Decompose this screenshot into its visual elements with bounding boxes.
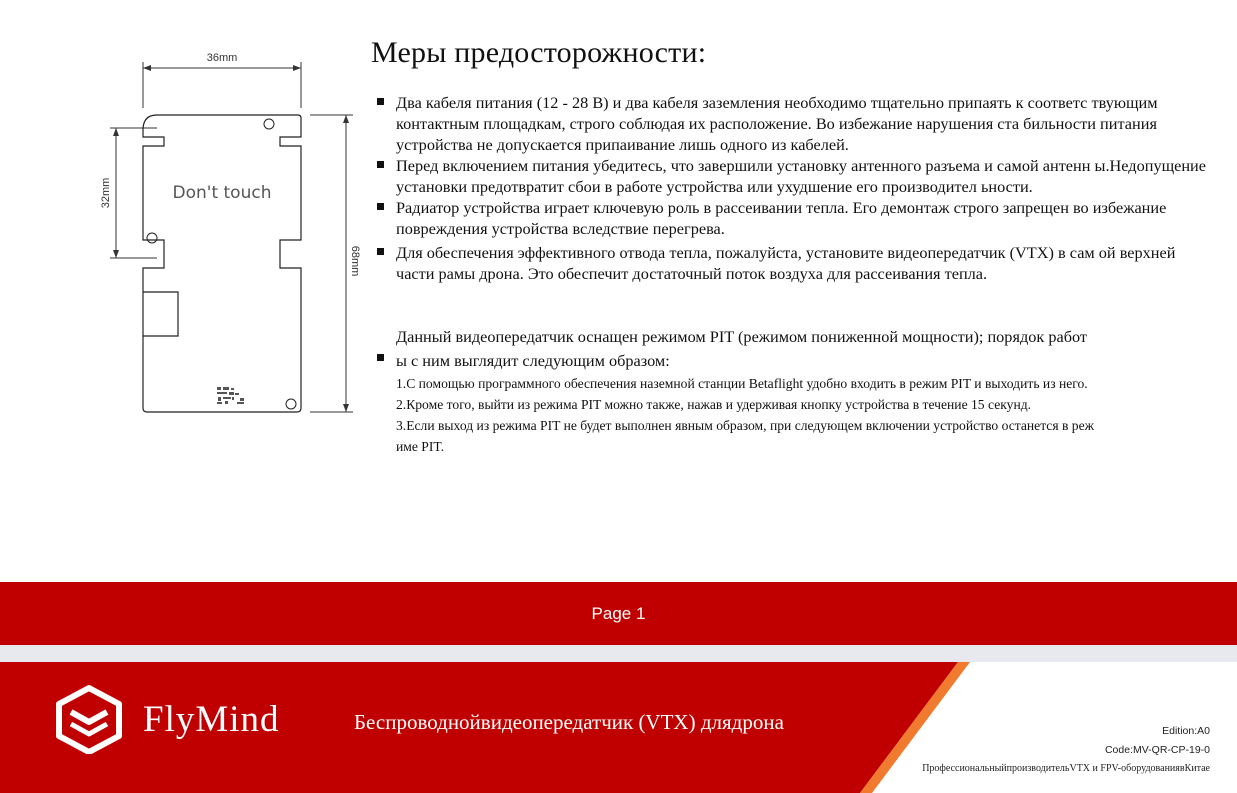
list-item-text: Радиатор устройства играет ключевую роль в рассеивании тепла. Его демонтаж строго запрещен во избежание повреждения устройства вследствие перегрева.: [396, 198, 1167, 238]
list-item: [376, 92, 1206, 155]
list-item-text: Два кабеля питания (12 - 28 В) и два кабеля заземления необходимо тщательно припаять к соответс твующим контактным площадкам, строго соблюдая их расположение. Во избежание нарушения ста бильности питания устройства не допускается припаивание лишь одного из кабелей.: [396, 93, 1158, 154]
mounting-hole: [264, 119, 274, 129]
width-dimension-label: 36mm: [206, 52, 238, 64]
list-item-text: Для обеспечения эффективного отвода тепла, пожалуйста, установите видеопередатчик (VTX) в сам ой верхней части рамы дрона. Это обеспечит достаточный поток воздуха для рассеивания тепла.: [396, 243, 1176, 283]
list-item: [376, 197, 1206, 239]
step-item: име PIT.: [396, 439, 445, 454]
page-number-band: [0, 582, 1237, 645]
edition-label: Edition:A0: [1162, 725, 1210, 737]
bullet-square-icon: [377, 248, 384, 255]
flymind-logo-icon: [55, 684, 123, 754]
document-code: Code:MV-QR-CP-19-0: [1104, 744, 1210, 756]
list-item-pit-mode: [376, 325, 1206, 373]
product-title: Беспроводнойвидеопередатчик (VTX) длядрона: [354, 710, 784, 734]
dont-touch-label: Don't touch: [172, 183, 272, 203]
list-item: [376, 155, 1206, 197]
bullet-square-icon: [377, 203, 384, 210]
board-outline: [143, 115, 301, 412]
mounting-hole: [286, 399, 296, 409]
list-item-text: Данный видеопередатчик оснащен режимом PIT (режимом пониженной мощности); порядок работ: [396, 327, 1088, 346]
pit-mode-steps: [396, 373, 1211, 457]
bullet-square-icon: [377, 161, 384, 168]
brand-name: FlyMind: [143, 699, 280, 740]
precautions-list: [376, 92, 1206, 284]
list-item-text: ы с ним выглядит следующим образом:: [396, 351, 670, 370]
serial-marking: [217, 387, 244, 404]
list-item-text: Перед включением питания убедитесь, что завершили установку антенного разъема и самой антенн ы.Недопущение установки предотвратит сбои в работе устройства или ухудшение его производител ьности.: [396, 156, 1206, 196]
bullet-square-icon: [377, 98, 384, 105]
board-dimension-diagram: [95, 40, 365, 430]
page-number: Page 1: [591, 604, 646, 623]
precautions-title: Меры предосторожности:: [371, 36, 707, 69]
inner-dimension-label: 32mm: [100, 177, 112, 209]
mounting-hole: [147, 233, 157, 243]
list-item: [376, 242, 1206, 284]
bullet-square-icon: [377, 354, 384, 361]
step-item: 2.Кроме того, выйти из режима PIT можно также, нажав и удерживая кнопку устройства в течение 15 секунд.: [396, 397, 1032, 412]
height-dimension-label: 68mm: [349, 245, 361, 277]
step-item: 3.Если выход из режима PIT не будет выполнен явным образом, при следующем включении устройство останется в реж: [396, 418, 1095, 433]
company-tagline: ПрофессиональныйпроизводительVTX и FPV-оборудованиявКитае: [922, 763, 1210, 774]
footer: [0, 662, 1237, 793]
step-item: 1.С помощью программного обеспечения наземной станции Betaflight удобно входить в режим PIT и выходить из него.: [396, 376, 1088, 391]
